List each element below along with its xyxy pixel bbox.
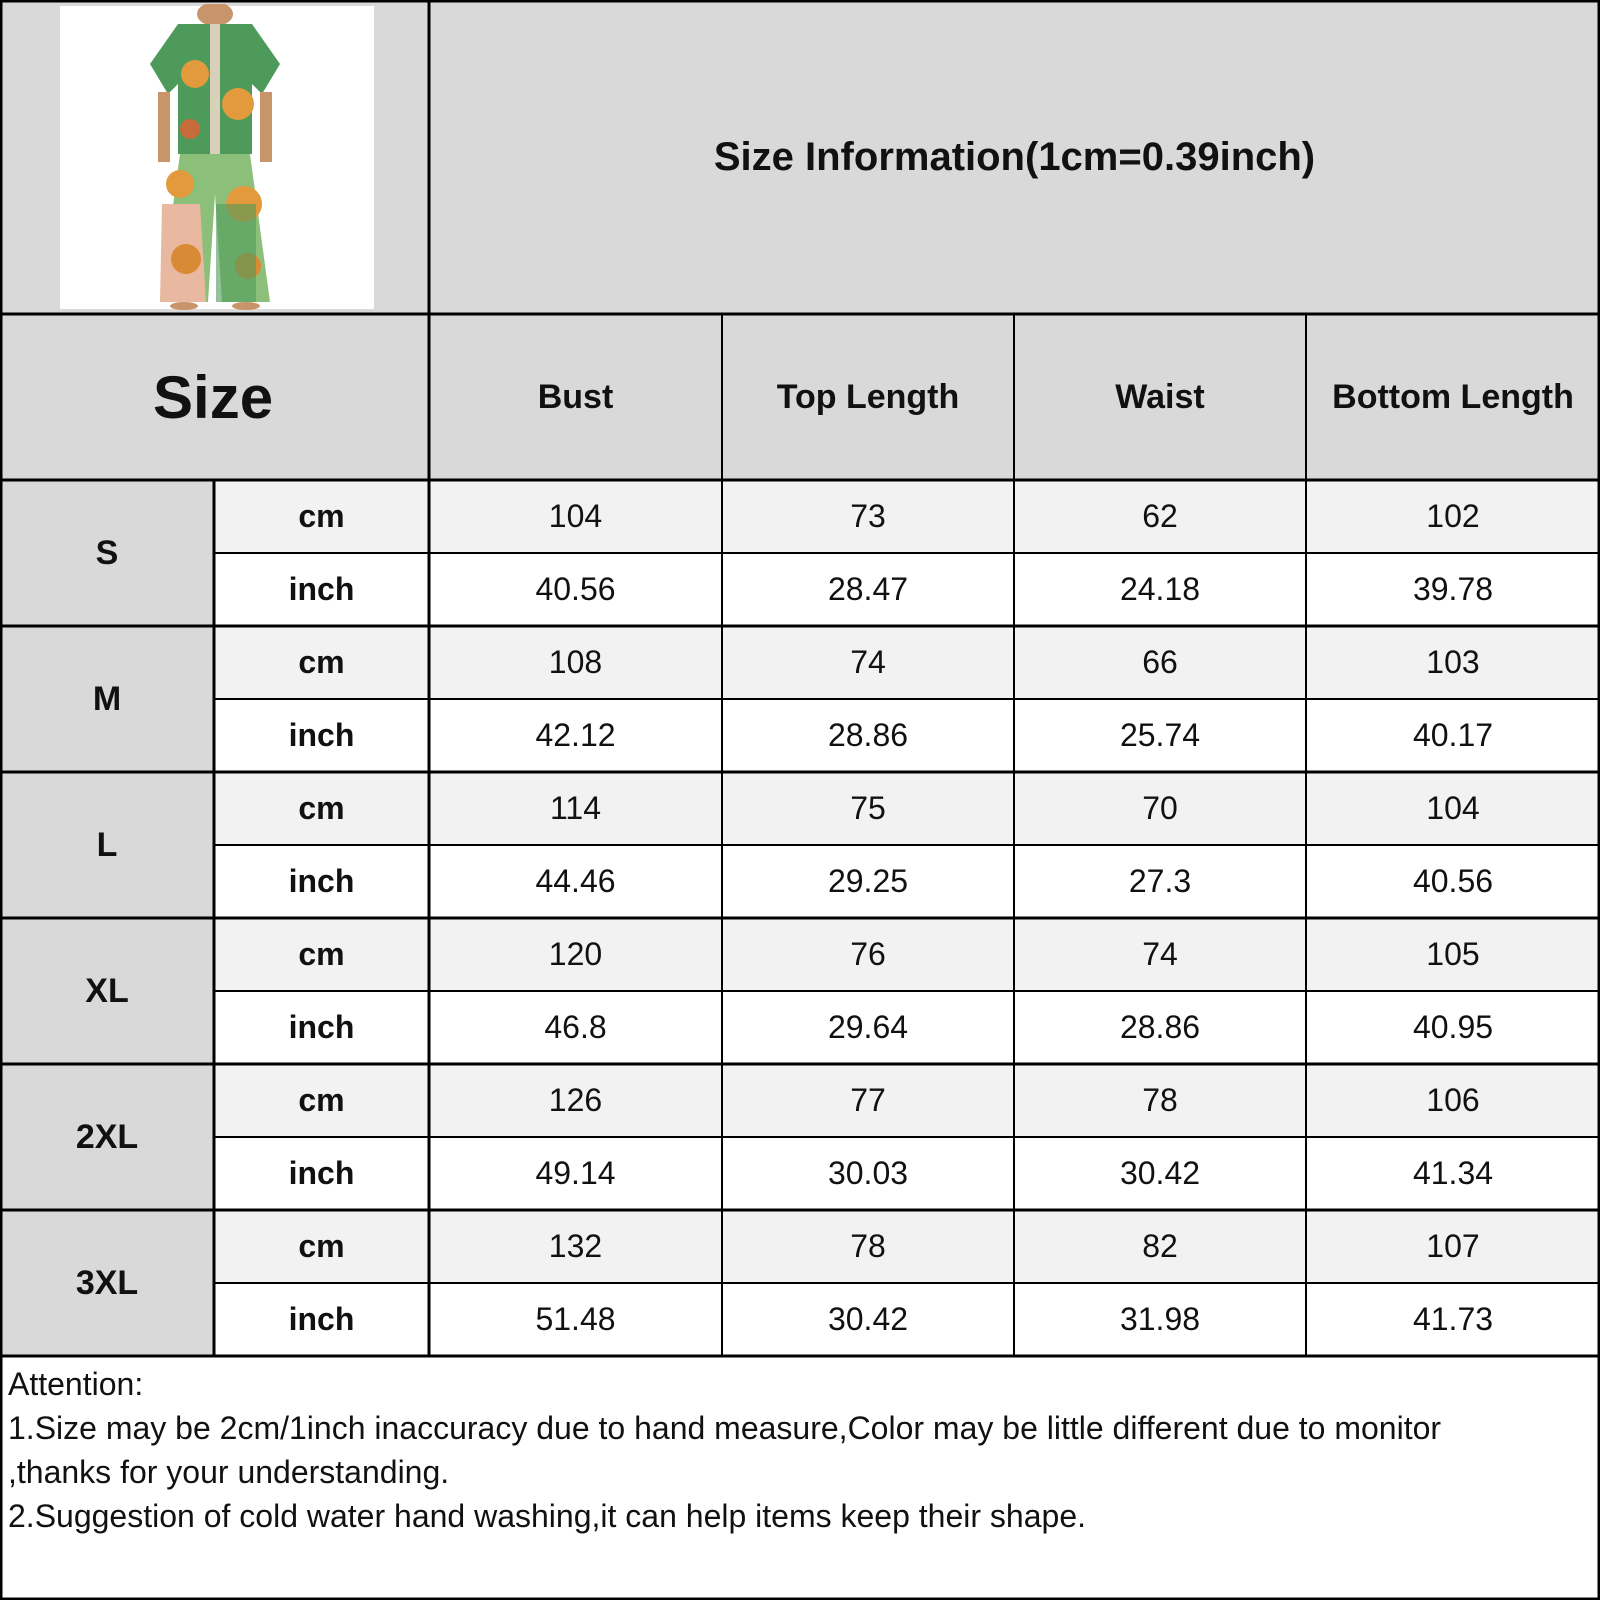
dress-illustration-icon bbox=[140, 4, 290, 310]
cell-top-length-cm: 78 bbox=[722, 1210, 1014, 1283]
cell-top-length-cm: 74 bbox=[722, 626, 1014, 699]
cell-bottom-length-inch: 40.56 bbox=[1306, 845, 1600, 918]
cell-top-length-inch: 29.64 bbox=[722, 991, 1014, 1064]
cell-bust-inch: 40.56 bbox=[429, 553, 722, 626]
unit-cm-label: cm bbox=[214, 1210, 429, 1283]
unit-cm-label: cm bbox=[214, 480, 429, 553]
unit-inch-label: inch bbox=[214, 1137, 429, 1210]
cell-top-length-inch: 30.03 bbox=[722, 1137, 1014, 1210]
unit-inch-label: inch bbox=[214, 699, 429, 772]
cell-waist-inch: 24.18 bbox=[1014, 553, 1306, 626]
cell-bust-cm: 120 bbox=[429, 918, 722, 991]
size-label-2xl: 2XL bbox=[0, 1064, 214, 1210]
cell-bust-inch: 46.8 bbox=[429, 991, 722, 1064]
column-header-top-length: Top Length bbox=[722, 314, 1014, 480]
size-label-3xl: 3XL bbox=[0, 1210, 214, 1356]
unit-inch-label: inch bbox=[214, 1283, 429, 1356]
cell-waist-cm: 78 bbox=[1014, 1064, 1306, 1137]
attention-notes bbox=[8, 1362, 1588, 1538]
unit-cm-label: cm bbox=[214, 918, 429, 991]
cell-bust-inch: 42.12 bbox=[429, 699, 722, 772]
cell-waist-inch: 28.86 bbox=[1014, 991, 1306, 1064]
cell-bottom-length-inch: 40.95 bbox=[1306, 991, 1600, 1064]
attention-line-3: 2.Suggestion of cold water hand washing,it can help items keep their shape. bbox=[8, 1498, 1086, 1534]
unit-cm-label: cm bbox=[214, 626, 429, 699]
cell-top-length-inch: 30.42 bbox=[722, 1283, 1014, 1356]
cell-waist-inch: 31.98 bbox=[1014, 1283, 1306, 1356]
cell-waist-cm: 70 bbox=[1014, 772, 1306, 845]
unit-cm-label: cm bbox=[214, 772, 429, 845]
cell-bust-cm: 104 bbox=[429, 480, 722, 553]
size-label-s: S bbox=[0, 480, 214, 626]
cell-top-length-cm: 77 bbox=[722, 1064, 1014, 1137]
cell-bottom-length-inch: 41.73 bbox=[1306, 1283, 1600, 1356]
cell-bust-inch: 51.48 bbox=[429, 1283, 722, 1356]
cell-waist-cm: 62 bbox=[1014, 480, 1306, 553]
attention-line-1: 1.Size may be 2cm/1inch inaccuracy due to hand measure,Color may be little different due to monitor bbox=[8, 1410, 1442, 1446]
attention-line-2: ,thanks for your understanding. bbox=[8, 1454, 450, 1490]
cell-top-length-inch: 28.47 bbox=[722, 553, 1014, 626]
cell-bottom-length-cm: 102 bbox=[1306, 480, 1600, 553]
cell-waist-inch: 27.3 bbox=[1014, 845, 1306, 918]
column-header-bust: Bust bbox=[429, 314, 722, 480]
cell-top-length-inch: 28.86 bbox=[722, 699, 1014, 772]
unit-inch-label: inch bbox=[214, 553, 429, 626]
cell-bottom-length-cm: 103 bbox=[1306, 626, 1600, 699]
cell-bottom-length-cm: 106 bbox=[1306, 1064, 1600, 1137]
cell-waist-inch: 30.42 bbox=[1014, 1137, 1306, 1210]
column-header-waist: Waist bbox=[1014, 314, 1306, 480]
size-header: Size bbox=[0, 314, 429, 480]
cell-bust-cm: 114 bbox=[429, 772, 722, 845]
size-label-m: M bbox=[0, 626, 214, 772]
cell-bottom-length-inch: 41.34 bbox=[1306, 1137, 1600, 1210]
cell-top-length-cm: 73 bbox=[722, 480, 1014, 553]
page-title: Size Information(1cm=0.39inch) bbox=[429, 0, 1600, 314]
cell-bust-cm: 132 bbox=[429, 1210, 722, 1283]
cell-bust-cm: 126 bbox=[429, 1064, 722, 1137]
cell-bottom-length-inch: 39.78 bbox=[1306, 553, 1600, 626]
cell-waist-cm: 82 bbox=[1014, 1210, 1306, 1283]
cell-bust-cm: 108 bbox=[429, 626, 722, 699]
cell-bust-inch: 44.46 bbox=[429, 845, 722, 918]
cell-waist-inch: 25.74 bbox=[1014, 699, 1306, 772]
cell-top-length-cm: 76 bbox=[722, 918, 1014, 991]
unit-inch-label: inch bbox=[214, 991, 429, 1064]
column-header-bottom-length: Bottom Length bbox=[1306, 314, 1600, 480]
cell-bottom-length-cm: 107 bbox=[1306, 1210, 1600, 1283]
size-label-xl: XL bbox=[0, 918, 214, 1064]
cell-bottom-length-inch: 40.17 bbox=[1306, 699, 1600, 772]
attention-heading: Attention: bbox=[8, 1366, 144, 1402]
unit-inch-label: inch bbox=[214, 845, 429, 918]
cell-bottom-length-cm: 104 bbox=[1306, 772, 1600, 845]
cell-top-length-cm: 75 bbox=[722, 772, 1014, 845]
cell-bust-inch: 49.14 bbox=[429, 1137, 722, 1210]
cell-waist-cm: 66 bbox=[1014, 626, 1306, 699]
cell-waist-cm: 74 bbox=[1014, 918, 1306, 991]
cell-bottom-length-cm: 105 bbox=[1306, 918, 1600, 991]
cell-top-length-inch: 29.25 bbox=[722, 845, 1014, 918]
unit-cm-label: cm bbox=[214, 1064, 429, 1137]
size-label-l: L bbox=[0, 772, 214, 918]
